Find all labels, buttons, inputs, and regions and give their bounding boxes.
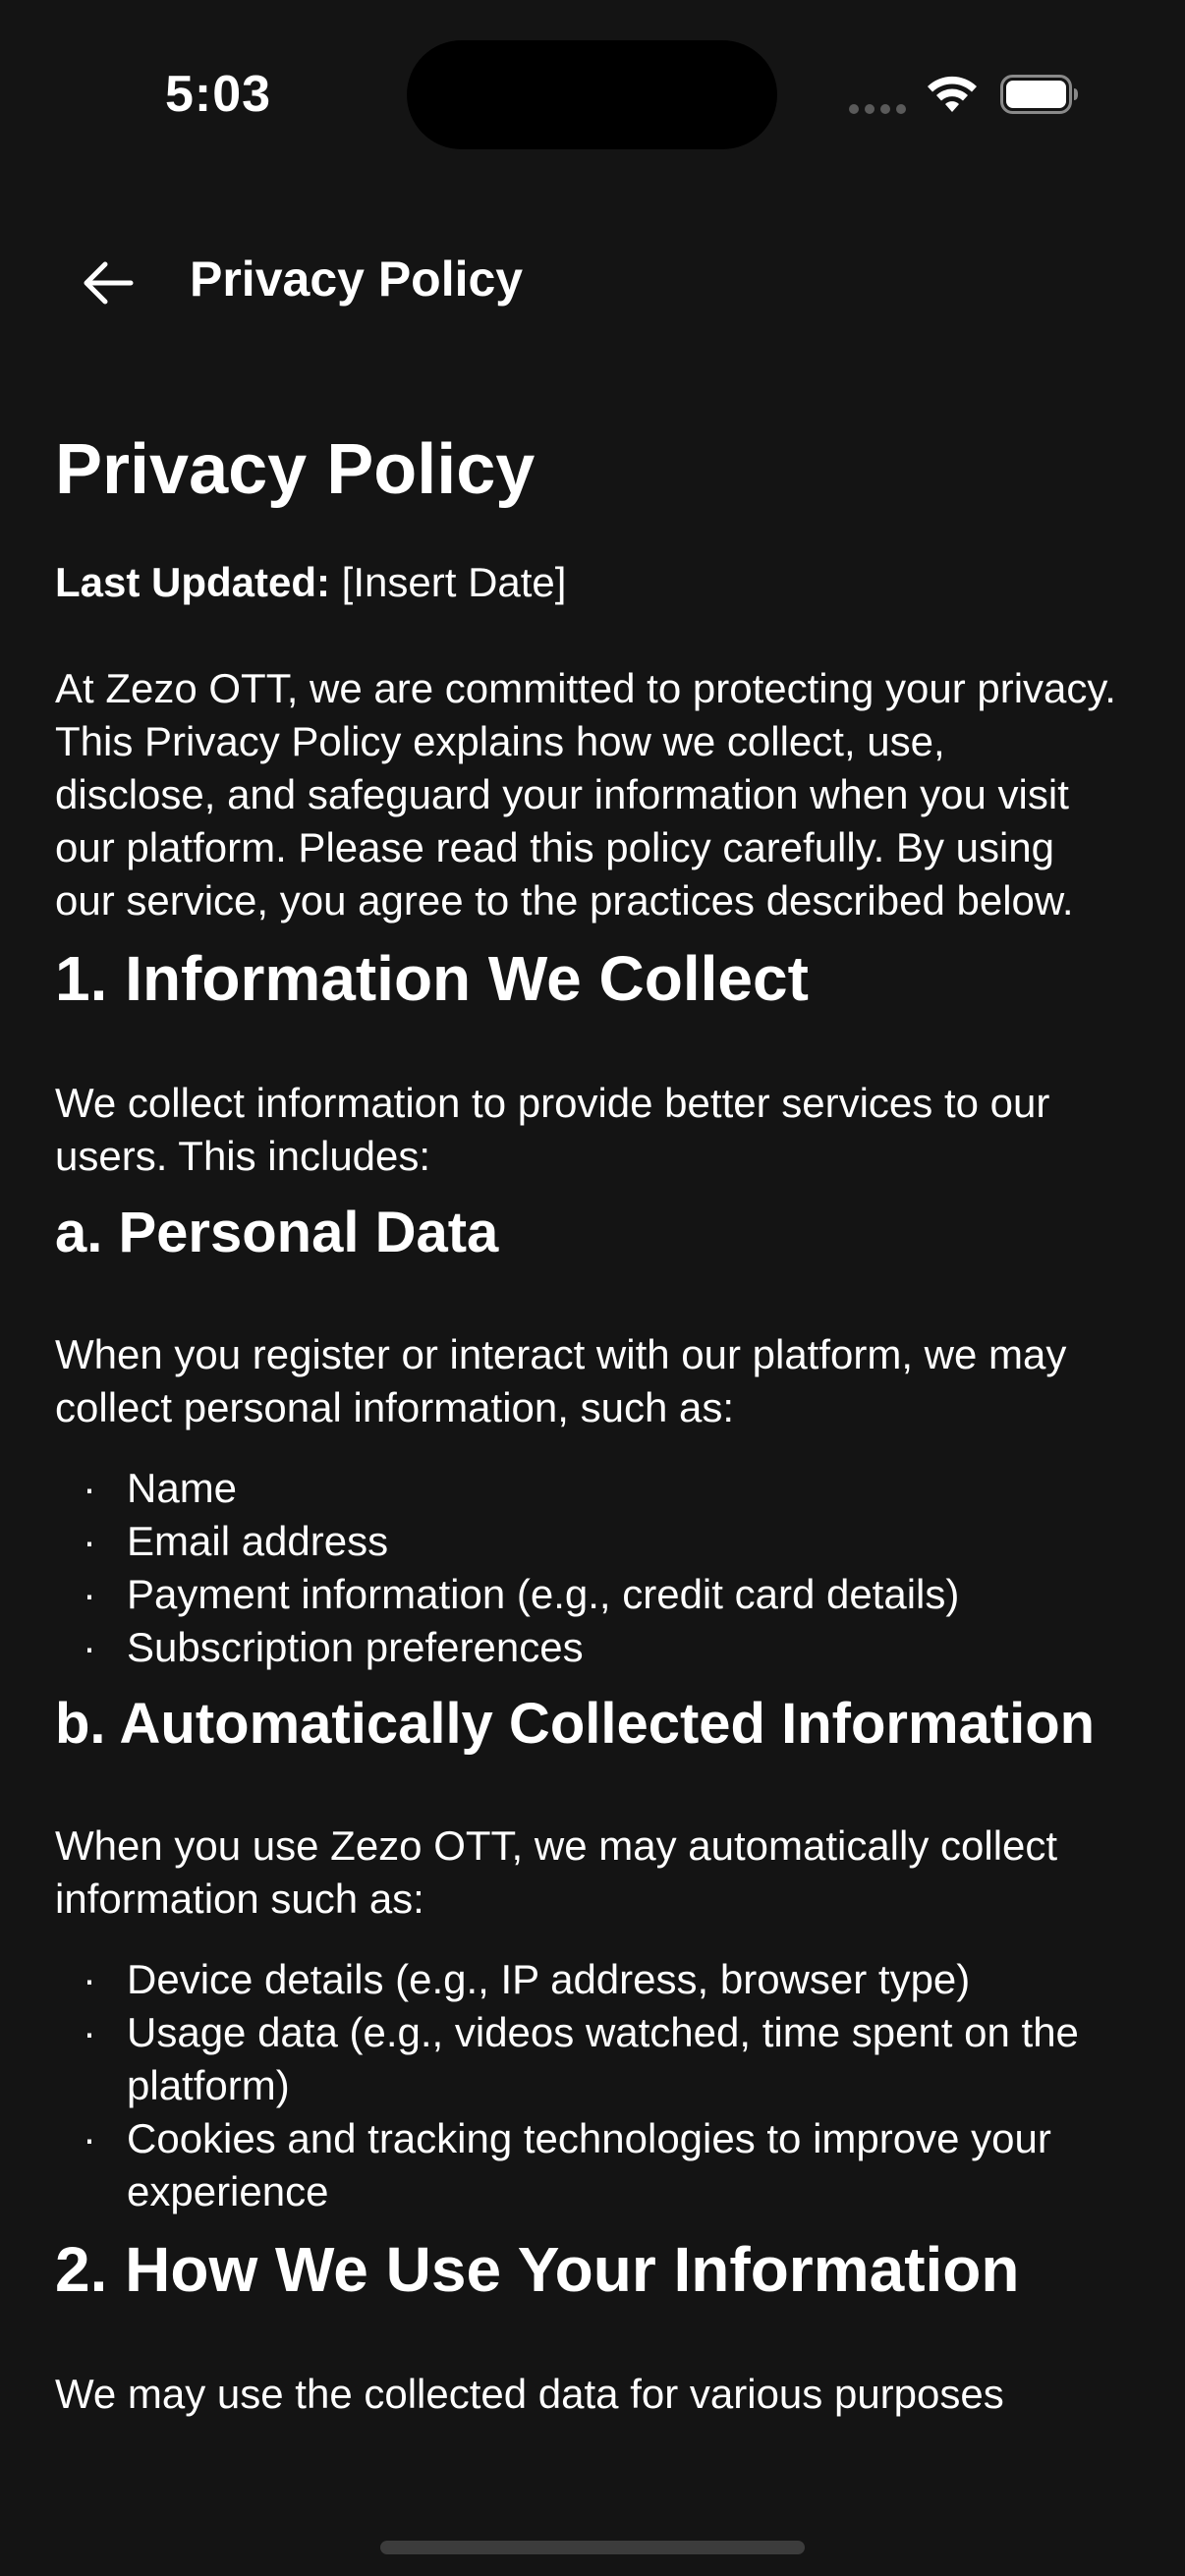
- list-item: · Name: [55, 1462, 1116, 1515]
- dynamic-island: [407, 40, 777, 149]
- list-item: · Device details (e.g., IP address, browser type): [55, 1953, 1116, 2006]
- auto-collected-list: [55, 1953, 1116, 2218]
- section-1b-text: When you use Zezo OTT, we may automatically collect information such as:: [55, 1822, 1058, 1922]
- list-item: · Usage data (e.g., videos watched, time spent on the platform): [55, 2006, 1116, 2112]
- intro-paragraph: At Zezo OTT, we are committed to protecting your privacy. This Privacy Policy explains how we collect, use, disclose, and safeguard your information when you visit our platform. Please read this policy carefully. By using our service, you agree to the practices described below.: [55, 665, 1116, 924]
- last-updated: [55, 556, 1116, 609]
- policy-content[interactable]: [55, 422, 1116, 2421]
- last-updated-label: Last Updated:: [55, 559, 331, 605]
- status-bar: [0, 0, 1185, 187]
- list-item: · Cookies and tracking technologies to improve your experience: [55, 2112, 1116, 2218]
- personal-data-list: [55, 1462, 1116, 1674]
- home-indicator[interactable]: [380, 2541, 805, 2554]
- section-1a-text: When you register or interact with our platform, we may collect personal information, such as:: [55, 1331, 1067, 1430]
- page-title: Privacy Policy: [55, 430, 536, 509]
- section-2-text: We may use the collected data for various purposes: [55, 2371, 1004, 2417]
- section-1-text: We collect information to provide better services to our users. This includes:: [55, 1080, 1050, 1179]
- section-1a-heading: a. Personal Data: [55, 1201, 499, 1264]
- wifi-icon: [926, 73, 979, 114]
- list-item: · Email address: [55, 1515, 1116, 1568]
- section-1b-heading: b. Automatically Collected Information: [55, 1692, 1096, 1756]
- status-time: 5:03: [165, 66, 272, 123]
- cellular-signal-icon: [849, 104, 906, 114]
- header-title: Privacy Policy: [190, 252, 524, 307]
- section-2-heading: 2. How We Use Your Information: [55, 2234, 1020, 2305]
- last-updated-value: [Insert Date]: [330, 559, 567, 605]
- section-1-heading: 1. Information We Collect: [55, 943, 809, 1014]
- battery-icon: [1000, 75, 1079, 114]
- app-header: [0, 216, 1185, 344]
- list-item: · Subscription preferences: [55, 1621, 1116, 1674]
- back-button[interactable]: [69, 244, 147, 322]
- list-item: · Payment information (e.g., credit card details): [55, 1568, 1116, 1621]
- arrow-left-icon: [82, 258, 135, 308]
